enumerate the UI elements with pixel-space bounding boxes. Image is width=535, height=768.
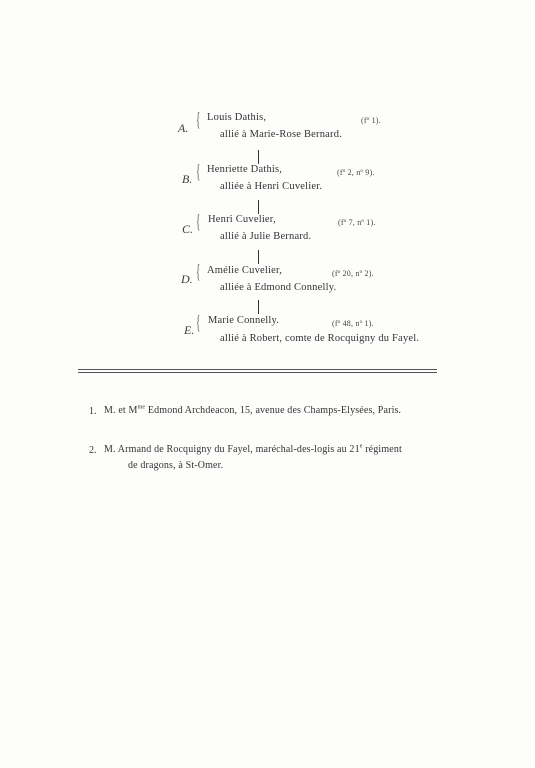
brace-top: { <box>196 109 201 131</box>
folio-reference: (fº 20, nº 2). <box>332 269 374 278</box>
folio-reference: (fº 2, nº 9). <box>337 168 375 177</box>
footnote-number: 2. <box>89 445 97 456</box>
brace-top: { <box>196 312 201 334</box>
spouse-line: alliée à Edmond Connelly. <box>220 282 337 293</box>
spouse-line: alliée à Henri Cuvelier. <box>220 181 323 192</box>
spouse-line: allié à Marie-Rose Bernard. <box>220 129 343 140</box>
descent-connector <box>258 250 259 264</box>
person-name: Marie Connelly. <box>208 315 280 326</box>
footnote-text-continuation: de dragons, à St-Omer. <box>128 460 224 471</box>
spouse-line: allié à Julie Bernard. <box>220 231 312 242</box>
person-name: Amélie Cuvelier, <box>207 265 283 276</box>
genealogy-chain <box>0 0 535 360</box>
separator-rule-bottom <box>78 372 437 373</box>
person-name: Henri Cuvelier, <box>208 214 276 225</box>
person-name: Louis Dathis, <box>207 112 267 123</box>
folio-reference: (fº 7, nº 1). <box>338 218 376 227</box>
generation-letter: D. <box>181 272 193 286</box>
generation-letter: A. <box>178 121 189 135</box>
generation-letter: B. <box>182 172 193 186</box>
brace-top: { <box>196 161 201 183</box>
descent-connector <box>258 300 259 314</box>
brace-top: { <box>196 211 201 233</box>
generation-letter: E. <box>184 323 195 337</box>
descent-connector <box>258 150 259 164</box>
spouse-line: allié à Robert, comte de Rocquigny du Fayel. <box>220 333 420 344</box>
brace-top: { <box>196 261 201 283</box>
folio-reference: (fº 1). <box>361 116 381 125</box>
descent-connector <box>258 200 259 214</box>
footnote-text: M. Armand de Rocquigny du Fayel, maréchal-des-logis au 21e régiment <box>104 443 402 455</box>
footnote-text: M. et $M^{me}$ Edmond Archdeacon, 15, avenue des Champs-Elysées, Paris. <box>104 404 402 416</box>
person-name: Henriette Dathis, <box>207 164 283 175</box>
generation-letter: C. <box>182 222 194 236</box>
footnote-number: 1. <box>89 406 97 417</box>
separator-rule-top <box>78 369 437 370</box>
folio-reference: (fº 48, nº 1). <box>332 319 374 328</box>
